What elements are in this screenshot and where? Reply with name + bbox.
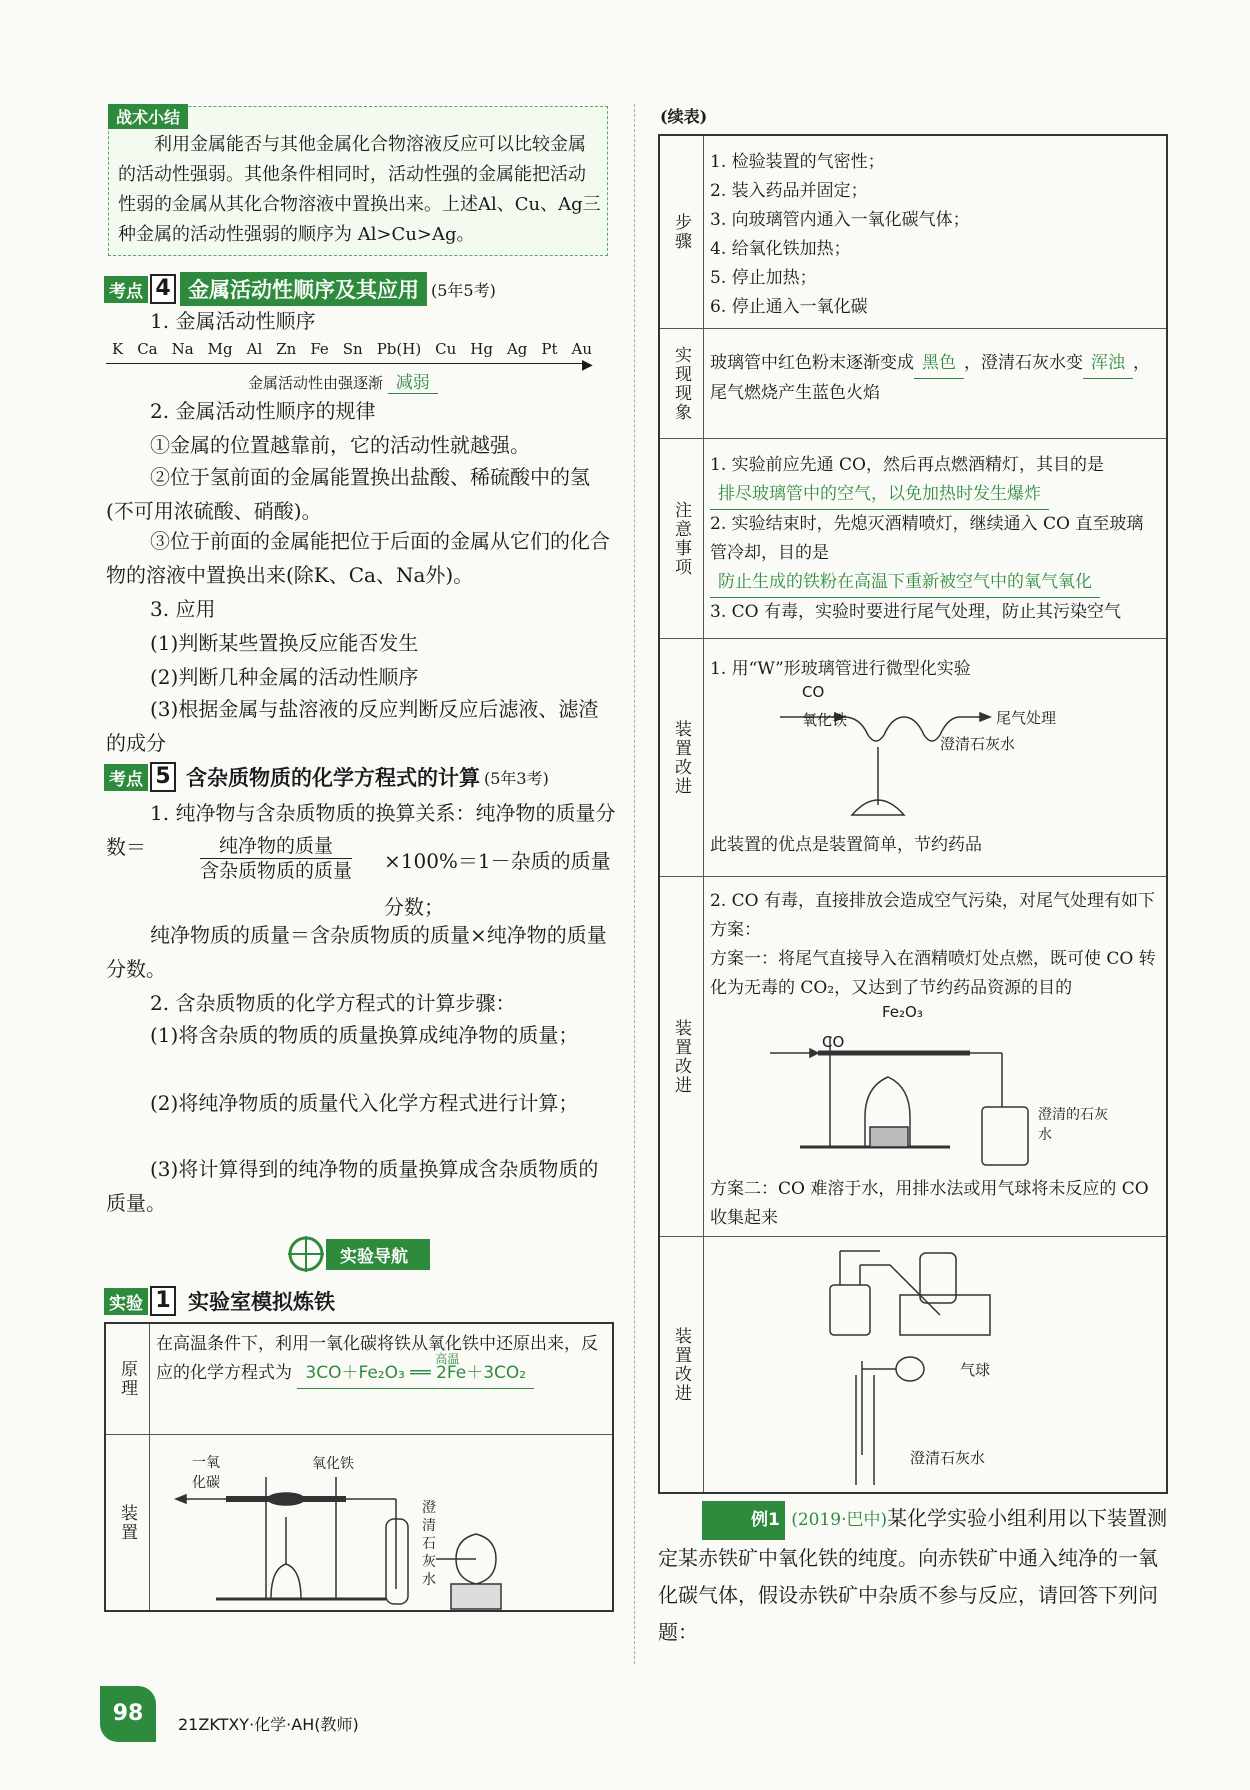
row-principle: [106, 1324, 612, 1434]
kd5-p1b: ×100%＝1－杂质的质量分数；: [384, 849, 611, 919]
step-item: 6. 停止通入一氧化碳: [710, 297, 868, 317]
column-divider: [634, 104, 635, 1664]
metal-symbol: Sn: [342, 340, 363, 358]
fraction-top: 纯净物的质量: [200, 834, 352, 859]
row-notes: [660, 438, 1166, 638]
note-2: [710, 510, 1158, 598]
nav-title: 实验导航: [326, 1239, 430, 1270]
phen-a: 玻璃管中红色粉末逐渐变成: [710, 353, 914, 373]
metal-symbol: Zn: [276, 340, 297, 358]
principle-body: 在高温条件下，利用一氧化碳将铁从氧化铁中还原出来，反应的化学方程式为: [156, 1334, 598, 1383]
kd4-num: 4: [150, 274, 176, 304]
metal-symbol: Na: [171, 340, 194, 358]
burn-lime-label: 澄清的石灰水: [1038, 1107, 1108, 1143]
improve-1-advantage: 此装置的优点是装置简单，节约药品: [710, 835, 982, 855]
metal-symbol: Au: [571, 340, 592, 358]
steps-list: [710, 148, 1158, 322]
row-phenomenon: [660, 328, 1166, 438]
improve-3-label: 装置改进: [660, 1237, 704, 1492]
kd5-q3: (3)将计算得到的纯净物的质量换算成含杂质物质的质量。: [106, 1157, 599, 1215]
kd5-p2: 纯净物质的质量＝含杂质物质的质量×纯净物的质量分数。: [106, 923, 607, 981]
metal-symbol: K: [112, 340, 124, 358]
note-2-text: 2. 实验结束时，先熄灭酒精喷灯，继续通入 CO 直至玻璃管冷却，目的是: [710, 514, 1144, 563]
equation-condition: 高温: [435, 1352, 460, 1366]
step-item: 2. 装入药品并固定；: [710, 181, 868, 201]
fraction-bottom: 含杂质物质的质量: [200, 860, 353, 882]
metal-symbol: Ag: [506, 340, 528, 358]
metal-symbol: Fe: [310, 340, 329, 358]
exp1-title: 实验室模拟炼铁: [188, 1290, 335, 1314]
improve-2-plan-a: 方案一：将尾气直接导入在酒精喷灯处点燃，既可使 CO 转化为无毒的 CO₂，又达到了节约药品资源的目的: [710, 949, 1156, 998]
metal-symbol: Pb(H): [376, 340, 422, 358]
kd4-s2: 2. 金属活动性顺序的规律: [150, 399, 376, 423]
step-item: 3. 向玻璃管内通入一氧化碳气体；: [710, 210, 970, 230]
kd4-r2: ②位于氢前面的金属能置换出盐酸、稀硫酸中的氢(不可用浓硫酸、硝酸)。: [106, 465, 590, 523]
fraction: [200, 834, 352, 883]
phen-answer-1: 黑色: [914, 349, 964, 379]
co-label-2: 化碳: [192, 1475, 220, 1491]
metal-symbol: Mg: [207, 340, 233, 358]
arrow-label: [248, 368, 438, 394]
phenomenon-text: [710, 349, 1158, 408]
improve-2-text: [710, 887, 1158, 1003]
row-improve-3: [660, 1236, 1166, 1492]
summary-tag: 战术小结: [108, 104, 188, 129]
metal-symbol: Ca: [137, 340, 158, 358]
kd5-heading: [104, 762, 549, 792]
principle-label: 原理: [106, 1324, 150, 1434]
kd5-q2: (2)将纯净物质的质量代入化学方程式进行计算；: [150, 1091, 579, 1115]
kd4-r1: ①金属的位置越靠前，它的活动性就越强。: [150, 433, 530, 457]
improve-2-label: 装置改进: [660, 877, 704, 1236]
w-fe-label: 氧化铁: [802, 711, 848, 729]
continued-label: (续表): [660, 107, 708, 126]
row-apparatus: [106, 1434, 612, 1610]
metal-symbol: Al: [246, 340, 263, 358]
activity-arrow: [106, 363, 586, 364]
step-item: 4. 给氧化铁加热；: [710, 239, 851, 259]
kd4-heading: [104, 272, 496, 306]
kd5-p1a: 1. 纯净物与含杂质物质的换算关系：纯净物的质量分数＝: [106, 801, 616, 859]
principle-equation: [297, 1352, 534, 1389]
book-code: 21ZKTXY·化学·AH(教师): [178, 1715, 359, 1734]
kd4-a3: (3)根据金属与盐溶液的反应判断反应后滤液、滤渣的成分: [106, 697, 599, 755]
target-icon: [286, 1234, 326, 1274]
kd5-tag: 考点: [104, 764, 148, 791]
kd4-s3: 3. 应用: [150, 597, 216, 621]
exp1-tag: 实验: [104, 1288, 148, 1315]
nav-banner: [286, 1234, 430, 1274]
kd4-tag: 考点: [104, 276, 148, 303]
summary-text: 利用金属能否与其他金属化合物溶液反应可以比较金属的活动性强弱。其他条件相同时，活动性强的金属能把活动性弱的金属从其化合物溶液中置换出来。上述Al、Cu、Ag三种金属的活动性强弱的顺序为 Al>Cu>Ag。: [118, 134, 601, 245]
experiment-table: [658, 134, 1168, 1494]
kd5-freq: (5年3考): [484, 768, 549, 788]
burn-co-label: CO: [822, 1033, 845, 1051]
phen-answer-2: 浑浊: [1083, 349, 1133, 379]
improve-1-label: 装置改进: [660, 639, 704, 876]
w-lime-label: 澄清石灰水: [940, 735, 1016, 753]
example-text: 某化学实验小组利用以下装置测定某赤铁矿中氧化铁的纯度。向赤铁矿中通入纯净的一氧化碳气体，假设赤铁矿中杂质不参与反应，请回答下列问题：: [658, 1506, 1168, 1644]
row-improve-2: [660, 876, 1166, 1236]
phenomenon-label: 实现现象: [660, 329, 704, 438]
kd5-num: 5: [150, 762, 176, 792]
w-co-label: CO: [802, 683, 825, 701]
page-number: 98: [100, 1686, 156, 1742]
metal-symbol: Cu: [435, 340, 457, 358]
balloon-label: 气球: [960, 1361, 991, 1379]
kd4-s1: 1. 金属活动性顺序: [150, 309, 316, 333]
equation-text: 3CO＋Fe₂O₃ ══ 2Fe＋3CO₂: [305, 1363, 527, 1383]
example-source: (2019·巴中): [791, 1510, 888, 1530]
apparatus-co-label: [192, 1453, 220, 1493]
arrow-answer: 减弱: [388, 368, 438, 394]
metal-symbol: Pt: [541, 340, 558, 358]
apparatus-label: 装置: [106, 1435, 150, 1610]
w-tail-label: 尾气处理: [996, 709, 1057, 727]
note-1: [710, 451, 1158, 510]
note-2-answer: 防止生成的铁粉在高温下重新被空气中的氧气氧化: [710, 568, 1100, 598]
kd4-a1: (1)判断某些置换反应能否发生: [150, 631, 419, 655]
improve-1-text: 1. 用“W”形玻璃管进行微型化实验: [710, 659, 971, 679]
burn-fe-label: Fe₂O₃: [882, 1003, 923, 1021]
exp1-num: 1: [150, 1286, 176, 1316]
metal-symbol: Hg: [470, 340, 493, 358]
exp1-table: [104, 1322, 614, 1612]
kd4-a2: (2)判断几种金属的活动性顺序: [150, 665, 419, 689]
example-tag: 例1: [702, 1501, 785, 1540]
kd5-q1: (1)将含杂质的物质的质量换算成纯净物的质量；: [150, 1023, 579, 1047]
example-1: [658, 1500, 1168, 1651]
arrow-head: ▶: [582, 357, 593, 373]
row-improve-1: [660, 638, 1166, 876]
steps-label: 步骤: [660, 136, 704, 328]
co-label-1: 一氧: [192, 1455, 220, 1471]
notes-label: 注意事项: [660, 439, 704, 638]
exp1-heading: [104, 1286, 335, 1316]
phen-b: ，澄清石灰水变: [964, 353, 1083, 373]
metal-list: [112, 340, 592, 358]
apparatus-fe-label: 氧化铁: [312, 1456, 354, 1472]
arrow-label-text: 金属活动性由强逐渐: [248, 374, 384, 392]
kd5-title: 含杂质物质的化学方程式的计算: [186, 766, 480, 790]
kd5-p3: 2. 含杂质物质的化学方程式的计算步骤：: [150, 991, 516, 1015]
note-1-answer: 排尽玻璃管中的空气，以免加热时发生爆炸: [710, 480, 1049, 510]
row-steps: [660, 136, 1166, 328]
phen-c: ，尾气燃烧产生蓝色火焰: [710, 353, 1150, 403]
step-item: 5. 停止加热；: [710, 268, 817, 288]
note-3: 3. CO 有毒，实验时要进行尾气处理，防止其污染空气: [710, 602, 1121, 622]
kd4-title: 金属活动性顺序及其应用: [180, 272, 427, 306]
furnace-apparatus-diagram: [156, 1439, 608, 1611]
improve-2-plan-b: 方案二：CO 难溶于水，用排水法或用气球将未反应的 CO 收集起来: [710, 1179, 1149, 1228]
note-1-text: 1. 实验前应先通 CO，然后再点燃酒精灯，其目的是: [710, 455, 1104, 475]
improve-2-intro: 2. CO 有毒，直接排放会造成空气污染，对尾气处理有如下方案：: [710, 891, 1155, 940]
kd4-r3: ③位于前面的金属能把位于后面的金属从它们的化合物的溶液中置换出来(除K、Ca、Na外)。: [106, 529, 610, 587]
apparatus-lime-label: 澄清石灰水: [422, 1500, 436, 1588]
notes-text: [710, 451, 1158, 627]
principle-text: [156, 1330, 604, 1389]
step-item: 1. 检验装置的气密性；: [710, 152, 885, 172]
kd4-freq: (5年5考): [431, 280, 496, 300]
collect-lime-label: 澄清石灰水: [910, 1449, 986, 1467]
